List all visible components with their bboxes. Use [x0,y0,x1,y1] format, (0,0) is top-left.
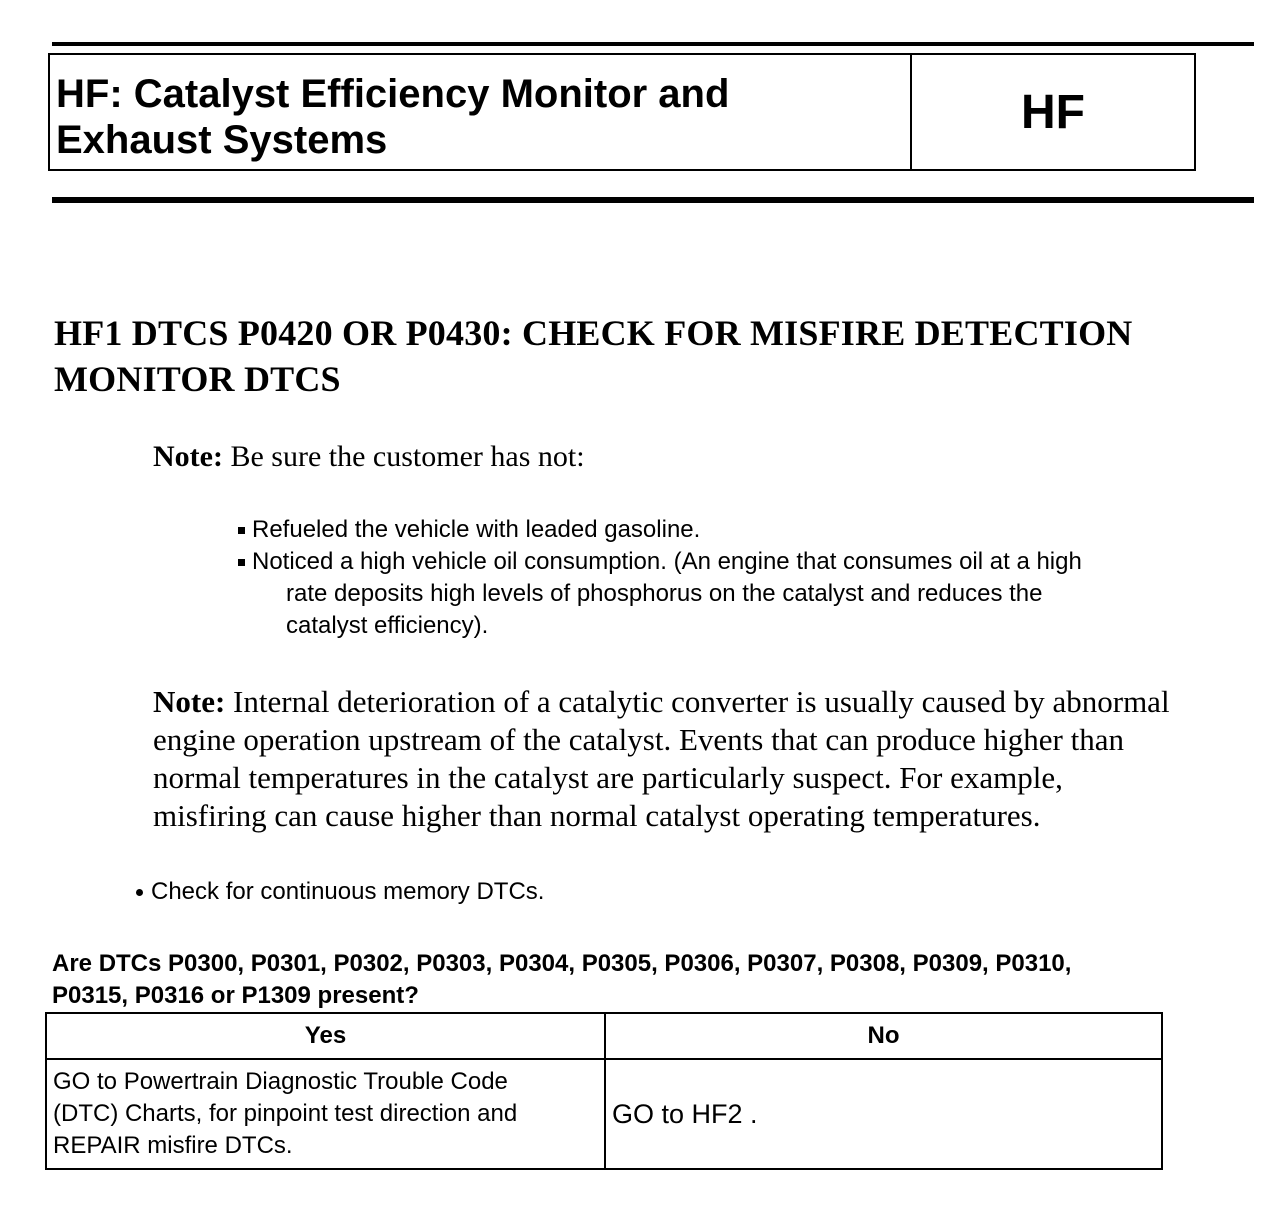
note-label: Note: [153,684,226,719]
action-item [136,876,544,908]
top-rule [52,42,1254,46]
note-line: normal temperatures in the catalyst are particularly suspect. For example, [153,760,1063,795]
list-item-text-continued: catalyst efficiency). [286,612,489,639]
table-row [46,1059,1162,1169]
note-line: engine operation upstream of the catalyst. Events that can produce higher than [153,722,1124,757]
question-line-1: Are DTCs P0300, P0301, P0302, P0303, P0304, P0305, P0306, P0307, P0308, P0309, P0310, [52,950,1072,977]
yes-action-line: GO to Powertrain Diagnostic Trouble Code [53,1068,508,1095]
customer-checklist [236,514,1226,642]
yes-action-cell [46,1059,605,1169]
square-bullet-icon [238,559,245,566]
heading-line-2: MONITOR DTCS [54,359,341,399]
heading-line-1: HF1 DTCS P0420 OR P0430: CHECK FOR MISFIRE DETECTION [54,313,1133,353]
note-line: misfiring can cause higher than normal catalyst operating temperatures. [153,798,1041,833]
yes-action-line: (DTC) Charts, for pinpoint test direction and [53,1100,518,1127]
section-header-title [50,55,912,169]
list-item-text: Refueled the vehicle with leaded gasoline. [252,516,701,543]
note-label: Note: [153,440,223,473]
note-customer [153,438,585,476]
action-item-text: Check for continuous memory DTCs. [151,878,545,905]
list-item [236,546,1226,642]
section-header-box [48,53,1196,171]
question-line-2: P0315, P0316 or P1309 present? [52,982,419,1009]
note-text: Be sure the customer has not: [230,440,585,473]
note-line: Internal deterioration of a catalytic converter is usually caused by abnormal [233,684,1170,719]
round-bullet-icon [136,889,143,896]
list-item-text-continued: rate deposits high levels of phosphorus on the catalyst and reduces the [286,580,1043,607]
no-action-cell[interactable]: GO to HF2 . [605,1059,1162,1169]
bottom-rule [52,197,1254,203]
header-title-line-1: HF: Catalyst Efficiency Monitor and [56,72,730,116]
square-bullet-icon [238,527,245,534]
table-header-row [46,1013,1162,1059]
note-deterioration [153,683,1263,835]
decision-table [45,1012,1163,1170]
test-step-heading [54,310,1244,402]
section-code: HF [1021,85,1085,139]
header-title-line-2: Exhaust Systems [56,118,388,162]
list-item-text: Noticed a high vehicle oil consumption. (An engine that consumes oil at a high [252,548,1082,575]
decision-question [52,948,1262,1012]
yes-action-line: REPAIR misfire DTCs. [53,1132,293,1159]
list-item [236,514,1226,546]
no-column-header: No [605,1013,1162,1059]
yes-column-header: Yes [46,1013,605,1059]
